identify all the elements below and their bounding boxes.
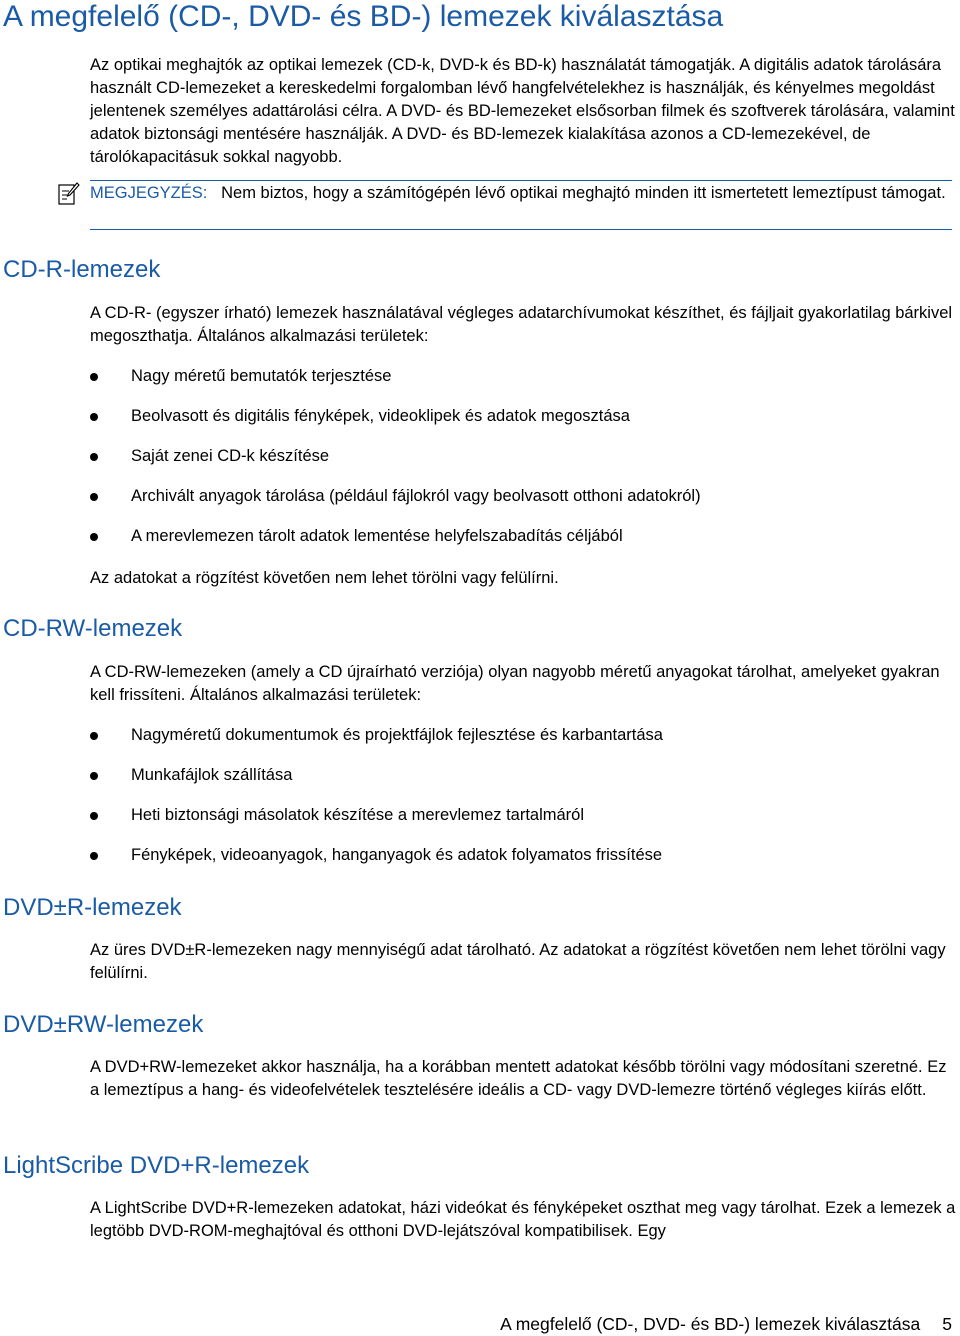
footer-title: A megfelelő (CD-, DVD- és BD-) lemezek kiválasztása <box>500 1314 921 1334</box>
dvd-rw-text: A DVD+RW-lemezeket akkor használja, ha a korábban mentett adatokat később törölni vagy módosítani szeretné. Ez a lemeztípus a hang- és videofelvételek tesztelésére ideális a CD- vagy DVD-lemezre történő végleges kiírás előtt. <box>90 1058 947 1099</box>
cd-r-outro: Az adatokat a rögzítést követően nem lehet törölni vagy felülírni. <box>90 569 559 587</box>
note-text: Nem biztos, hogy a számítógépén lévő optikai meghajtó minden itt ismertetett lemeztípust támogat. <box>221 184 946 202</box>
bullet-icon <box>90 852 98 860</box>
bullet-icon <box>90 493 98 501</box>
intro-paragraph: Az optikai meghajtók az optikai lemezek (CD-k, DVD-k és BD-k) használatát támogatják. A digitális adatok tárolására használt CD-lemezeket a kereskedelmi forgalomban lévő hangfelvételekhez is használják, és kényelmes megoldást jelentenek személyes adattárolási célra. A DVD- és BD-lemezeket elsősorban filmek és szoftverek tárolására, valamint adatok biztonsági mentésére használják. A DVD- és BD-lemezek kialakítása azonos a CD-lemezekével, de tárolókapacitásuk sokkal nagyobb. <box>90 56 955 166</box>
page-title: A megfelelő (CD-, DVD- és BD-) lemezek kiválasztása <box>3 0 724 33</box>
dvd-r-text: Az üres DVD±R-lemezeken nagy mennyiségű adat tárolható. Az adatokat a rögzítést követően nem lehet törölni vagy felülírni. <box>90 941 946 982</box>
note-label: MEGJEGYZÉS: <box>90 184 208 202</box>
cd-r-intro: A CD-R- (egyszer írható) lemezek használatával végleges adatarchívumokat készíthet, és fájljait gyakorlatilag bárkivel megoszthatja. Általános alkalmazási területek: <box>90 304 953 345</box>
list-item: Beolvasott és digitális fényképek, videoklipek és adatok megosztása <box>90 405 956 445</box>
cd-rw-bullet-list <box>90 724 956 884</box>
bullet-icon <box>90 453 98 461</box>
page-footer <box>500 1312 952 1336</box>
list-item: Saját zenei CD-k készítése <box>90 445 956 485</box>
section-heading-dvd-r: DVD±R-lemezek <box>3 894 182 921</box>
bullet-icon <box>90 812 98 820</box>
list-item: Heti biztonsági másolatok készítése a merevlemez tartalmáról <box>90 804 956 844</box>
list-item: Munkafájlok szállítása <box>90 764 956 804</box>
note-box <box>90 182 956 205</box>
bullet-icon <box>90 732 98 740</box>
note-bottom-rule <box>90 229 952 230</box>
section-heading-cd-r: CD-R-lemezek <box>3 256 161 283</box>
bullet-icon <box>90 413 98 421</box>
page-number: 5 <box>942 1314 952 1334</box>
cd-rw-intro: A CD-RW-lemezeken (amely a CD újraírható verziója) olyan nagyobb méretű anyagokat tárolhat, amelyeket gyakran kell frissíteni. Általános alkalmazási területek: <box>90 663 940 704</box>
section-heading-dvd-rw: DVD±RW-lemezek <box>3 1011 204 1038</box>
bullet-icon <box>90 373 98 381</box>
bullet-icon <box>90 772 98 780</box>
section-heading-lightscribe: LightScribe DVD+R-lemezek <box>3 1152 310 1179</box>
section-heading-cd-rw: CD-RW-lemezek <box>3 615 183 642</box>
list-item: Archivált anyagok tárolása (például fájlokról vagy beolvasott otthoni adatokról) <box>90 485 956 525</box>
cd-r-bullet-list <box>90 365 956 565</box>
list-item: A merevlemezen tárolt adatok lementése helyfelszabadítás céljából <box>90 525 956 565</box>
list-item: Nagyméretű dokumentumok és projektfájlok fejlesztése és karbantartása <box>90 724 956 764</box>
bullet-icon <box>90 533 98 541</box>
note-pencil-icon <box>58 182 80 206</box>
note-top-rule <box>90 180 952 181</box>
lightscribe-text: A LightScribe DVD+R-lemezeken adatokat, házi videókat és fényképeket oszthat meg vagy tárolhat. Ezek a lemezek a legtöbb DVD-ROM-meghajtóval és otthoni DVD-lejátszóval kompatibilisek. Egy <box>90 1199 956 1240</box>
list-item: Fényképek, videoanyagok, hanganyagok és adatok folyamatos frissítése <box>90 844 956 884</box>
list-item: Nagy méretű bemutatók terjesztése <box>90 365 956 405</box>
